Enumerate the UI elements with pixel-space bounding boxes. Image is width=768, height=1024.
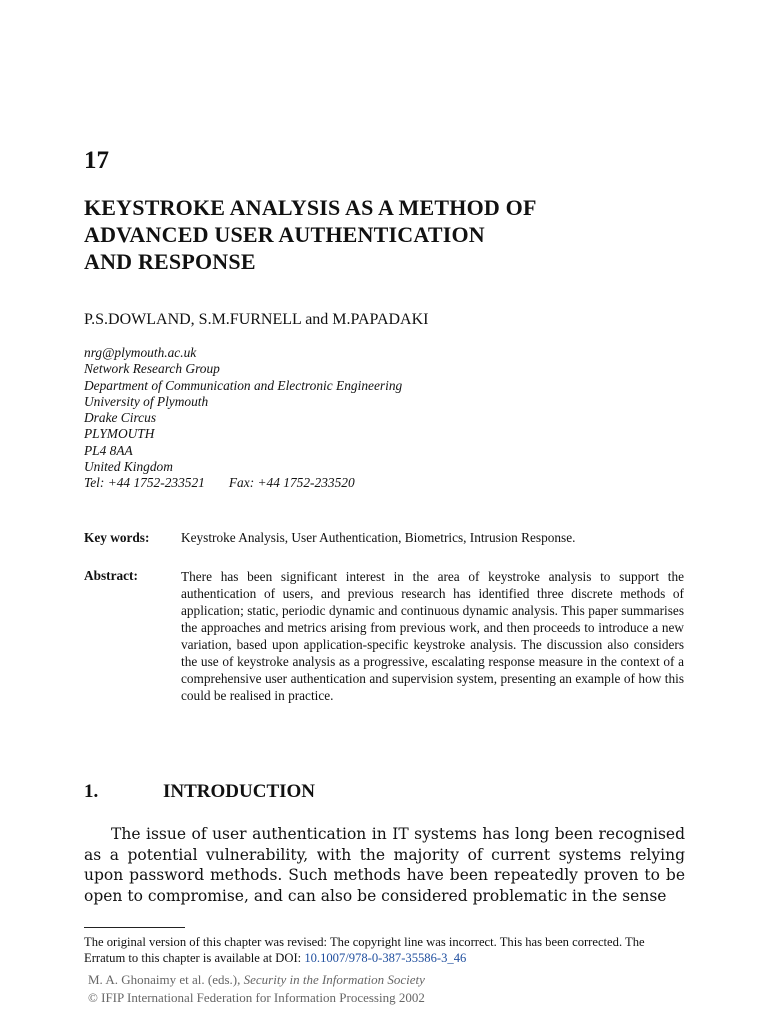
citation-copyright: © IFIP International Federation for Information Processing 2002 (88, 990, 425, 1005)
footnote-text: The original version of this chapter was revised: The copyright line was incorrect. This has been corrected. The Erratum to this chapter is available at DOI: (84, 935, 645, 965)
section-title: INTRODUCTION (163, 781, 316, 802)
chapter-number: 17 (84, 147, 109, 174)
intro-paragraph: The issue of user authentication in IT systems has long been recognised as a potential vulnerability, with the majority of current systems relying upon password methods. Such methods have been repeatedly proven to be open to compromise, and can also be considered problematic in the sense (84, 825, 685, 905)
affiliation-fax: Fax: +44 1752-233520 (228, 475, 355, 491)
affiliation-street: Drake Circus (84, 410, 157, 426)
affiliation-block (84, 345, 402, 492)
affiliation-group: Network Research Group (84, 361, 220, 377)
affiliation-city: PLYMOUTH (84, 426, 155, 442)
book-citation (88, 971, 425, 1007)
affiliation-email: nrg@plymouth.ac.uk (84, 345, 197, 360)
keywords-label: Key words: (84, 530, 150, 545)
doi-link[interactable]: 10.1007/978-0-387-35586-3_46 (304, 951, 467, 965)
abstract-label: Abstract: (84, 568, 138, 583)
affiliation-contact (84, 475, 402, 491)
title-line: ADVANCED USER AUTHENTICATION (84, 222, 485, 247)
citation-editors: M. A. Ghonaimy et al. (eds.), (88, 972, 241, 987)
footnote-divider (84, 927, 185, 928)
keywords-text: Keystroke Analysis, User Authentication, Biometrics, Intrusion Response. (181, 530, 576, 545)
citation-line (88, 971, 425, 989)
authors: P.S.DOWLAND, S.M.FURNELL and M.PAPADAKI (84, 311, 429, 328)
affiliation-country: United Kingdom (84, 459, 173, 475)
section-number: 1. (84, 781, 99, 802)
chapter-title (84, 194, 537, 275)
title-line: KEYSTROKE ANALYSIS AS A METHOD OF (84, 195, 537, 220)
title-line: AND RESPONSE (84, 249, 256, 274)
affiliation-tel: Tel: +44 1752-233521 (84, 475, 205, 491)
citation-book-title: Security in the Information Society (243, 972, 425, 987)
affiliation-university: University of Plymouth (84, 393, 209, 409)
affiliation-department: Department of Communication and Electronic Engineering (84, 377, 403, 393)
footnote (84, 934, 688, 966)
abstract-text: There has been significant interest in the area of keystroke analysis to support the authentication of users, and previous research has identified three discrete methods of application; static, periodic dynamic and continuous dynamic analysis. This paper summarises the approaches and metrics arising from previous work, and then proceeds to introduce a new variation, based upon application-specific keystroke analysis. The discussion also considers the use of keystroke analysis as a progressive, escalating response measure in the context of a comprehensive user authentication and supervision system, presenting an example of how this could be realised in practice. (181, 569, 684, 703)
affiliation-postcode: PL4 8AA (84, 442, 133, 458)
